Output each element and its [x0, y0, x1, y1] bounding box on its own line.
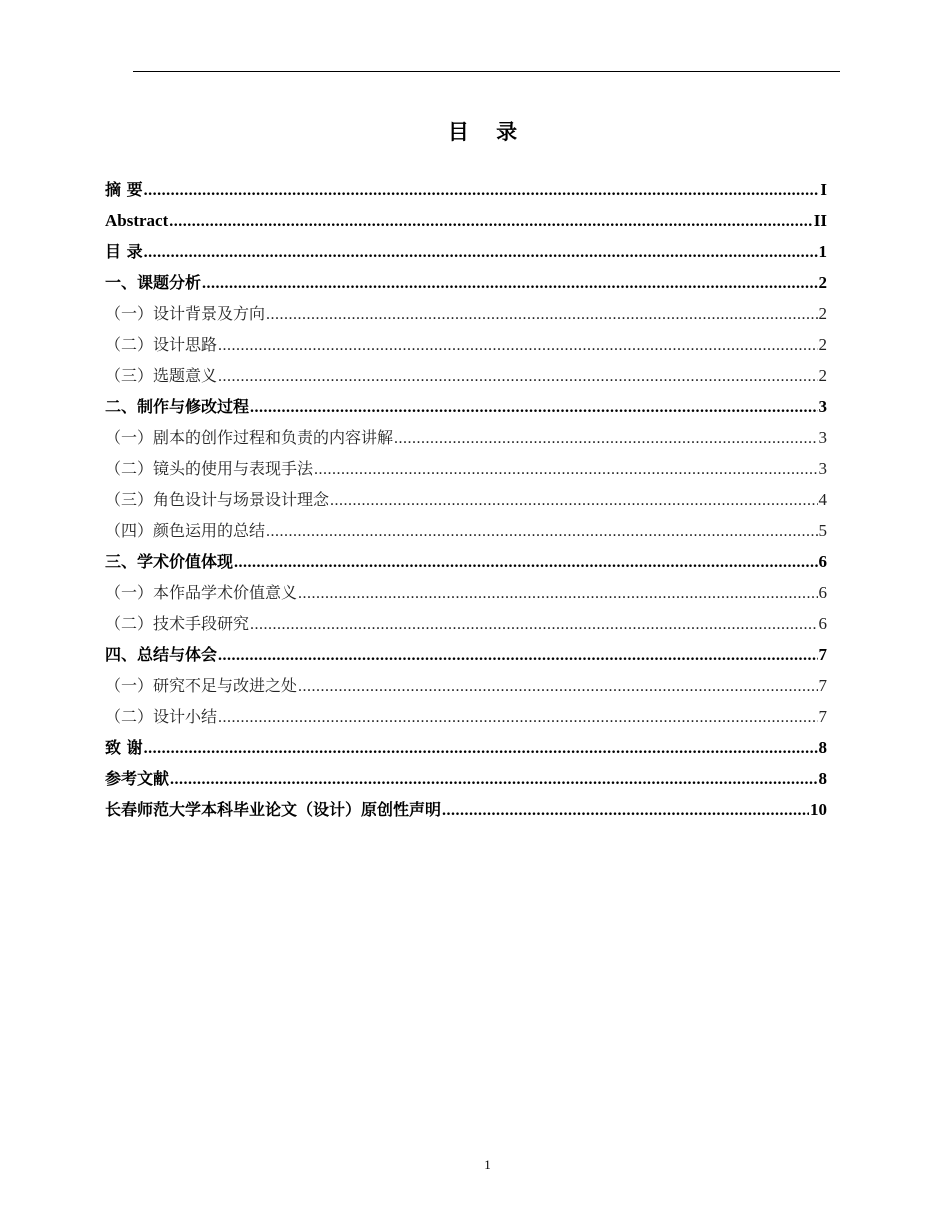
toc-leader-dots [298, 671, 817, 702]
header-rule [133, 71, 840, 72]
toc-entry-page: 5 [818, 521, 827, 540]
toc-entry-page: 10 [810, 800, 827, 819]
toc-entry-page: 3 [818, 397, 827, 416]
toc-entry-page: 3 [818, 428, 827, 447]
toc-entry-page: 6 [818, 552, 827, 571]
toc-entry-page: 7 [818, 645, 827, 664]
toc-entry-label: （一）本作品学术价值意义 [105, 583, 298, 602]
toc-entry-page: II [813, 211, 827, 230]
toc-entry-section-3-2[interactable] [105, 608, 827, 639]
toc-entry-originality-statement[interactable] [105, 794, 827, 825]
toc-entry-page: 2 [818, 335, 827, 354]
toc-entry-chapter-2[interactable] [105, 391, 827, 422]
page-number: 1 [484, 1157, 491, 1172]
toc-entry-section-1-3[interactable] [105, 360, 827, 391]
toc-leader-dots [144, 175, 820, 206]
toc-entry-section-2-1[interactable] [105, 422, 827, 453]
toc-entry-acknowledgements[interactable] [105, 732, 827, 763]
toc-leader-dots [218, 330, 817, 361]
toc-entry-section-3-1[interactable] [105, 577, 827, 608]
toc-entry-label: （二）镜头的使用与表现手法 [105, 459, 314, 478]
toc-entry-label: （二）设计思路 [105, 335, 218, 354]
toc-entry-section-1-1[interactable] [105, 298, 827, 329]
toc-entry-section-2-4[interactable] [105, 515, 827, 546]
toc-leader-dots [170, 764, 817, 795]
toc-leader-dots [330, 485, 817, 516]
toc-entry-label: （二）技术手段研究 [105, 614, 250, 633]
toc-entry-chapter-1[interactable] [105, 267, 827, 298]
toc-leader-dots [234, 547, 817, 578]
toc-entry-abstract-cn[interactable] [105, 174, 827, 205]
toc-entry-page: 1 [818, 242, 827, 261]
toc-leader-dots [442, 795, 809, 826]
toc-leader-dots [250, 609, 817, 640]
toc-leader-dots [250, 392, 817, 423]
toc-leader-dots [266, 299, 817, 330]
toc-entry-label: （四）颜色运用的总结 [105, 521, 266, 540]
toc-entry-page: 2 [818, 304, 827, 323]
toc-entry-label: 参考文献 [105, 769, 170, 788]
toc-entry-label: （三）角色设计与场景设计理念 [105, 490, 330, 509]
toc-leader-dots [202, 268, 817, 299]
toc-entry-label: 致 谢 [105, 738, 143, 757]
toc-leader-dots [144, 733, 818, 764]
toc-entry-label: （三）选题意义 [105, 366, 218, 385]
toc-entry-section-4-1[interactable] [105, 670, 827, 701]
toc-entry-page: 8 [818, 769, 827, 788]
toc-entry-page: 7 [818, 676, 827, 695]
table-of-contents [105, 174, 827, 825]
toc-entry-chapter-3[interactable] [105, 546, 827, 577]
toc-entry-label: （一）研究不足与改进之处 [105, 676, 298, 695]
toc-entry-label: 长春师范大学本科毕业论文（设计）原创性声明 [105, 800, 442, 819]
toc-leader-dots [169, 206, 813, 237]
toc-entry-label: 目 录 [105, 242, 143, 261]
toc-entry-label: 四、总结与体会 [105, 645, 218, 664]
toc-entry-page: 6 [818, 614, 827, 633]
toc-entry-chapter-4[interactable] [105, 639, 827, 670]
toc-entry-page: 7 [818, 707, 827, 726]
toc-entry-abstract-en[interactable] [105, 205, 827, 236]
toc-entry-section-4-2[interactable] [105, 701, 827, 732]
toc-entry-label: （一）设计背景及方向 [105, 304, 266, 323]
toc-entry-page: 6 [818, 583, 827, 602]
toc-title: 目 录 [447, 120, 528, 144]
toc-entry-label: （一）剧本的创作过程和负责的内容讲解 [105, 428, 394, 447]
toc-entry-page: 4 [818, 490, 827, 509]
toc-entry-label: （二）设计小结 [105, 707, 218, 726]
toc-leader-dots [218, 640, 817, 671]
toc-entry-page: 2 [818, 273, 827, 292]
toc-leader-dots [314, 454, 817, 485]
toc-leader-dots [394, 423, 817, 454]
toc-entry-label: Abstract [105, 211, 169, 230]
toc-entry-page: 2 [818, 366, 827, 385]
toc-entry-label: 摘 要 [105, 180, 143, 199]
toc-entry-page: I [820, 180, 827, 199]
toc-entry-page: 3 [818, 459, 827, 478]
toc-entry-section-1-2[interactable] [105, 329, 827, 360]
toc-entry-references[interactable] [105, 763, 827, 794]
toc-entry-label: 二、制作与修改过程 [105, 397, 250, 416]
toc-entry-label: 一、课题分析 [105, 273, 202, 292]
toc-entry-page: 8 [818, 738, 827, 757]
toc-leader-dots [218, 702, 817, 733]
toc-entry-label: 三、学术价值体现 [105, 552, 234, 571]
toc-entry-section-2-2[interactable] [105, 453, 827, 484]
toc-entry-section-2-3[interactable] [105, 484, 827, 515]
toc-leader-dots [218, 361, 817, 392]
toc-leader-dots [144, 237, 818, 268]
toc-leader-dots [298, 578, 817, 609]
toc-entry-contents[interactable] [105, 236, 827, 267]
toc-leader-dots [266, 516, 817, 547]
